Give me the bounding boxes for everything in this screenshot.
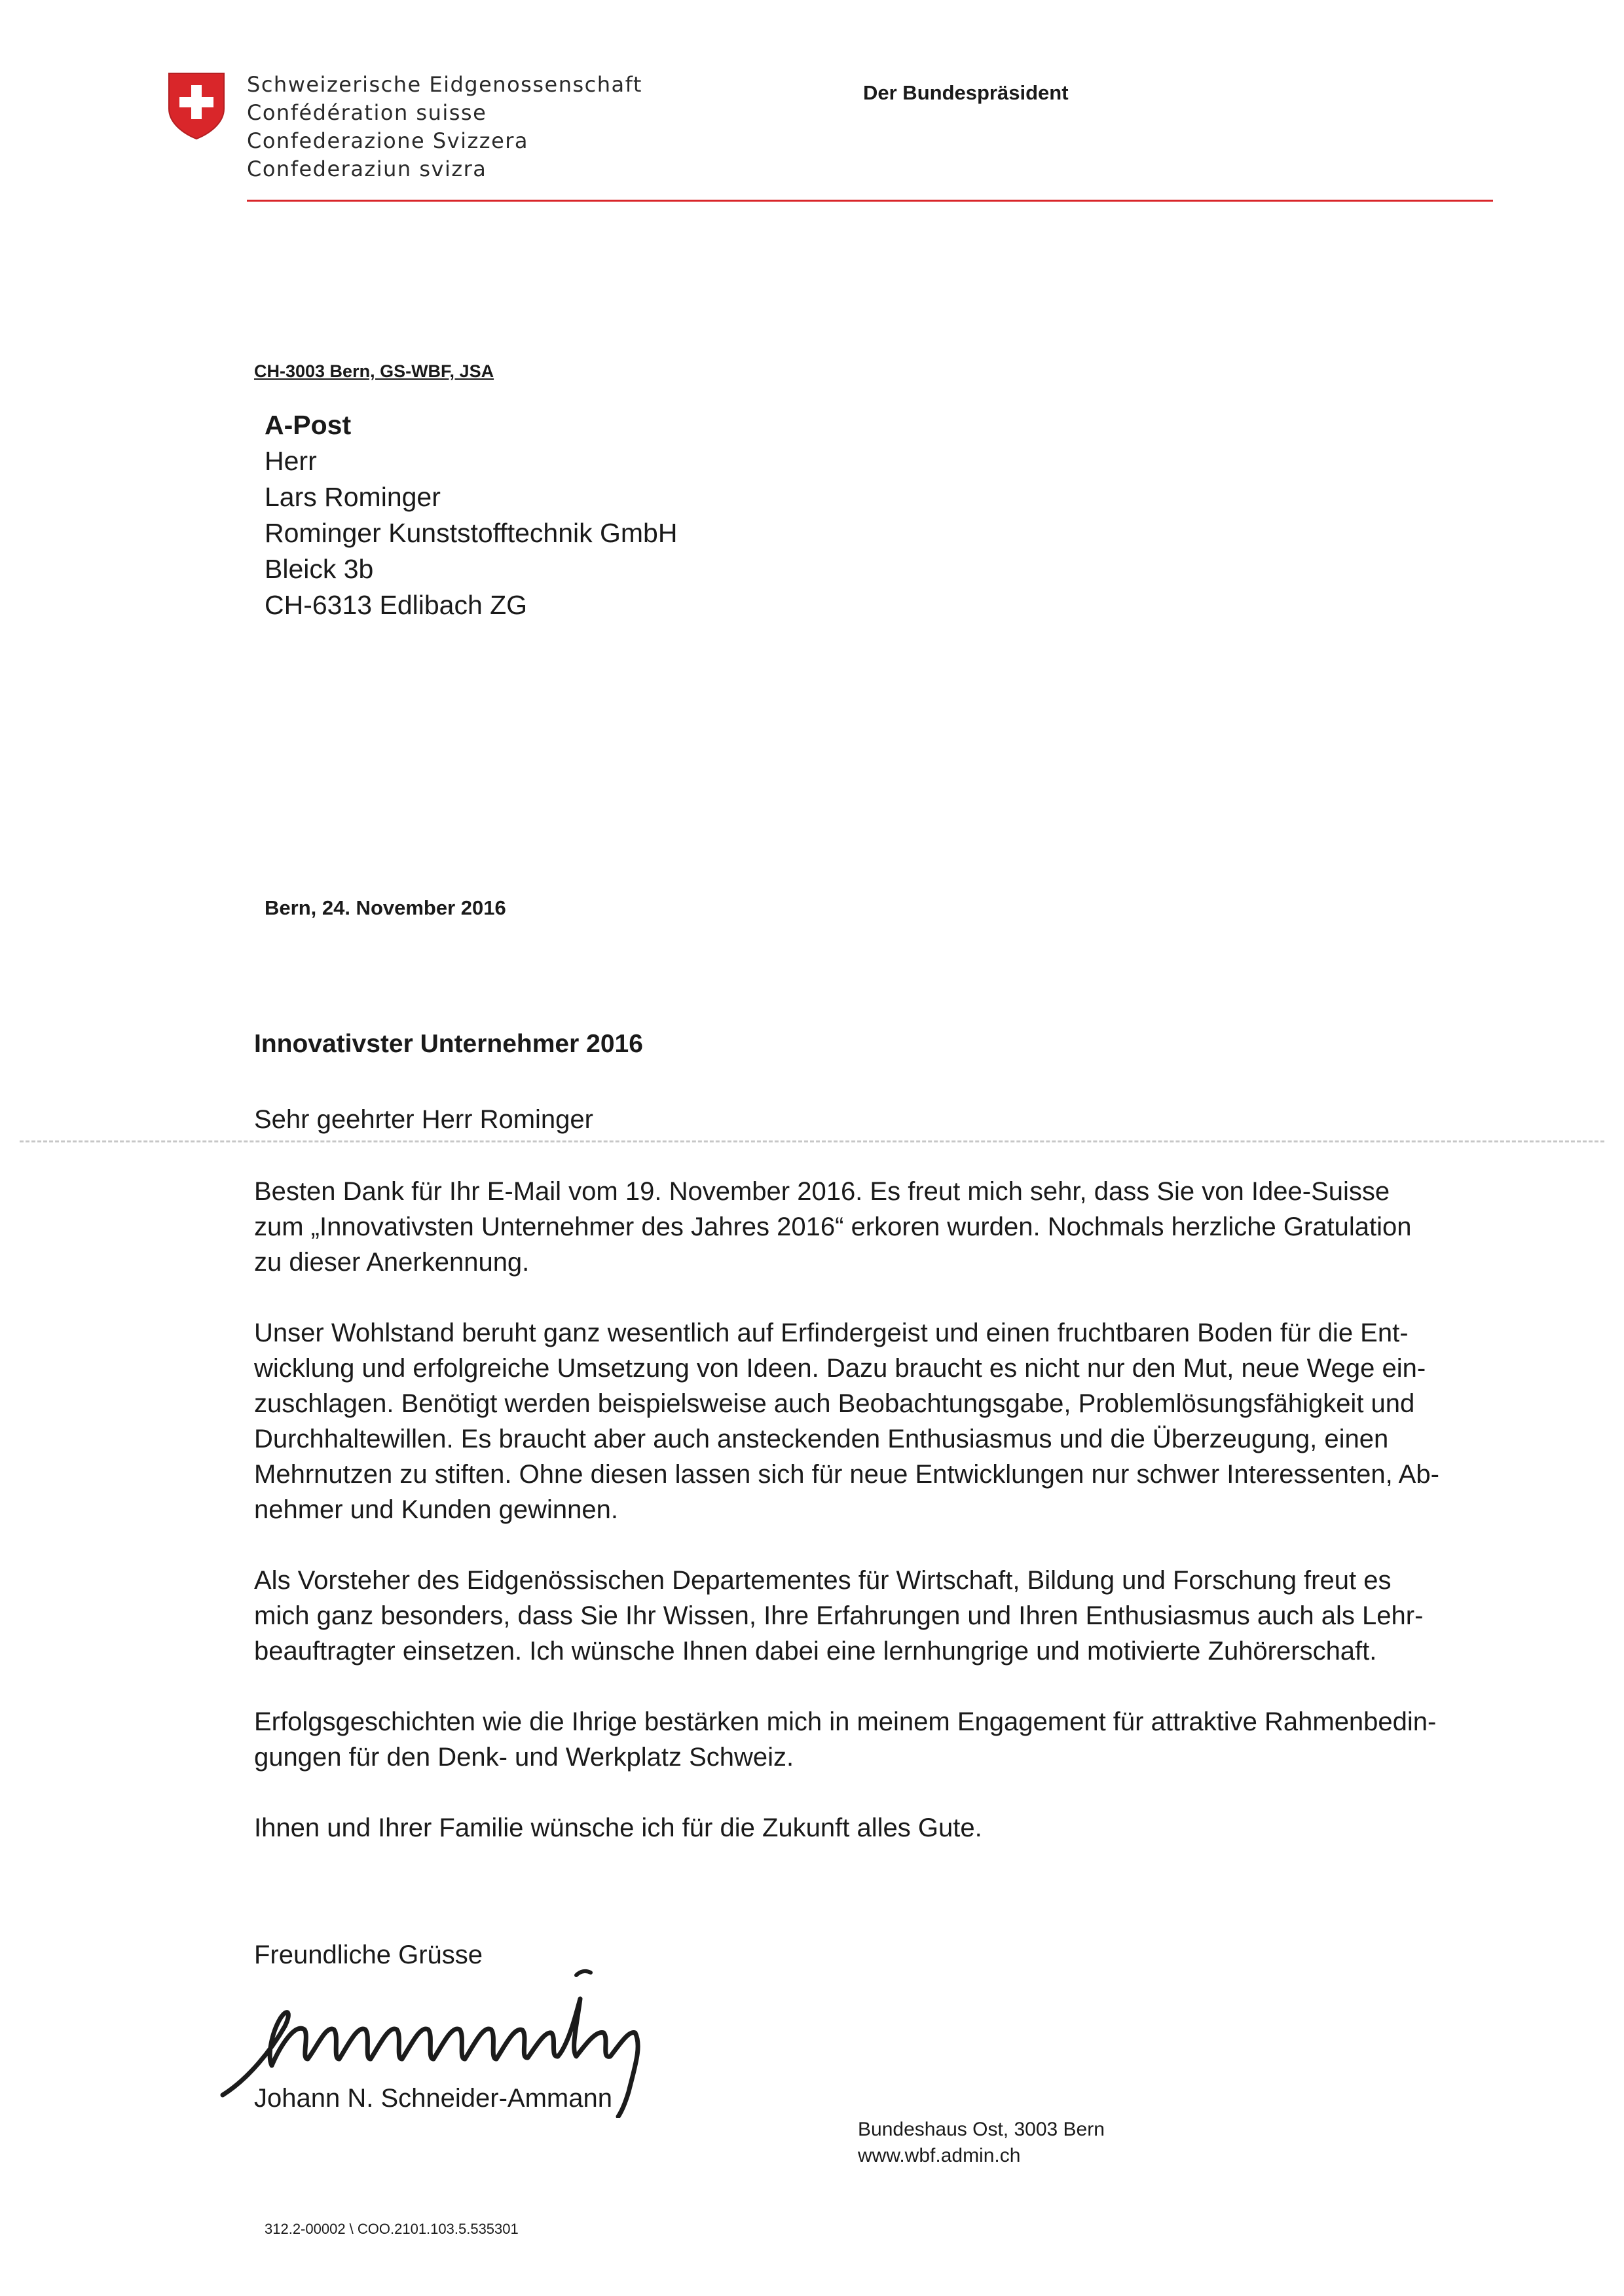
confederation-name-de: Schweizerische Eidgenossenschaft xyxy=(247,72,642,97)
address-line: Lars Rominger xyxy=(265,482,441,512)
footer-website: www.wbf.admin.ch xyxy=(858,2145,1021,2166)
confederation-name-fr: Confédération suisse xyxy=(247,100,487,125)
swiss-cross-shield-icon xyxy=(166,71,227,140)
sender-line: CH-3003 Bern, GS-WBF, JSA xyxy=(254,361,494,381)
footer-address-line: Bundeshaus Ost, 3003 Bern xyxy=(858,2119,1105,2140)
body-paragraph xyxy=(254,1563,1498,1669)
body-paragraph xyxy=(254,1704,1498,1775)
closing: Freundliche Grüsse xyxy=(254,1941,483,1969)
body-line: nehmer und Kunden gewinnen. xyxy=(254,1495,618,1524)
body-paragraph xyxy=(254,1810,1498,1846)
body-paragraph xyxy=(254,1174,1498,1280)
body-line: Durchhaltewillen. Es braucht aber auch ansteckenden Enthusiasmus und die Überzeugung, einen xyxy=(254,1425,1389,1453)
body-line: Ihnen und Ihrer Familie wünsche ich für die Zukunft alles Gute. xyxy=(254,1813,982,1842)
letter-subject: Innovativster Unternehmer 2016 xyxy=(254,1030,643,1058)
address-line: CH-6313 Edlibach ZG xyxy=(265,590,528,620)
signer-name: Johann N. Schneider-Ammann xyxy=(254,2084,612,2113)
letter-date: Bern, 24. November 2016 xyxy=(265,896,506,919)
body-line: Besten Dank für Ihr E-Mail vom 19. November 2016. Es freut mich sehr, dass Sie von Idee-Suisse xyxy=(254,1177,1390,1206)
body-line: zum „Innovativsten Unternehmer des Jahres 2016“ erkoren wurden. Nochmals herzliche Gratulation xyxy=(254,1212,1412,1241)
body-line: gungen für den Denk- und Werkplatz Schweiz. xyxy=(254,1743,794,1772)
body-line: zuschlagen. Benötigt werden beispielsweise auch Beobachtungsgabe, Problemlösungsfähigkeit und xyxy=(254,1389,1415,1418)
body-line: zu dieser Anerkennung. xyxy=(254,1248,530,1277)
body-line: Erfolgsgeschichten wie die Ihrige bestärken mich in meinem Engagement für attraktive Rahmenbedin- xyxy=(254,1707,1437,1736)
body-paragraph xyxy=(254,1315,1498,1527)
scan-artifact-line xyxy=(20,1140,1604,1142)
header-divider xyxy=(247,200,1493,202)
body-line: Mehrnutzen zu stiften. Ohne diesen lassen sich für neue Entwicklungen nur schwer Interessenten, Ab- xyxy=(254,1460,1439,1489)
address-line: Herr xyxy=(265,446,317,476)
confederation-name-rm: Confederaziun svizra xyxy=(247,156,487,181)
footer-address xyxy=(858,2117,1105,2169)
body-line: wicklung und erfolgreiche Umsetzung von Ideen. Dazu braucht es nicht nur den Mut, neue Wege ein- xyxy=(254,1354,1426,1383)
office-title: Der Bundespräsident xyxy=(863,81,1069,104)
body-line: Als Vorsteher des Eidgenössischen Departementes für Wirtschaft, Bildung und Forschung freut es xyxy=(254,1566,1392,1595)
post-type: A-Post xyxy=(265,410,352,440)
confederation-names xyxy=(247,71,642,183)
address-line: Bleick 3b xyxy=(265,554,374,584)
body-line: Unser Wohlstand beruht ganz wesentlich auf Erfindergeist und einen fruchtbaren Boden für die Ent- xyxy=(254,1319,1409,1347)
document-reference: 312.2-00002 \ COO.2101.103.5.535301 xyxy=(265,2221,519,2237)
recipient-address xyxy=(265,407,677,623)
address-line: Rominger Kunststofftechnik GmbH xyxy=(265,518,678,548)
letter-body xyxy=(254,1174,1498,1881)
body-line: beauftragter einsetzen. Ich wünsche Ihnen dabei eine lernhungrige und motivierte Zuhörerschaft. xyxy=(254,1637,1377,1666)
confederation-name-it: Confederazione Svizzera xyxy=(247,128,529,153)
body-line: mich ganz besonders, dass Sie Ihr Wissen, Ihre Erfahrungen und Ihren Enthusiasmus auch als Lehr- xyxy=(254,1601,1424,1630)
salutation: Sehr geehrter Herr Rominger xyxy=(254,1105,593,1134)
